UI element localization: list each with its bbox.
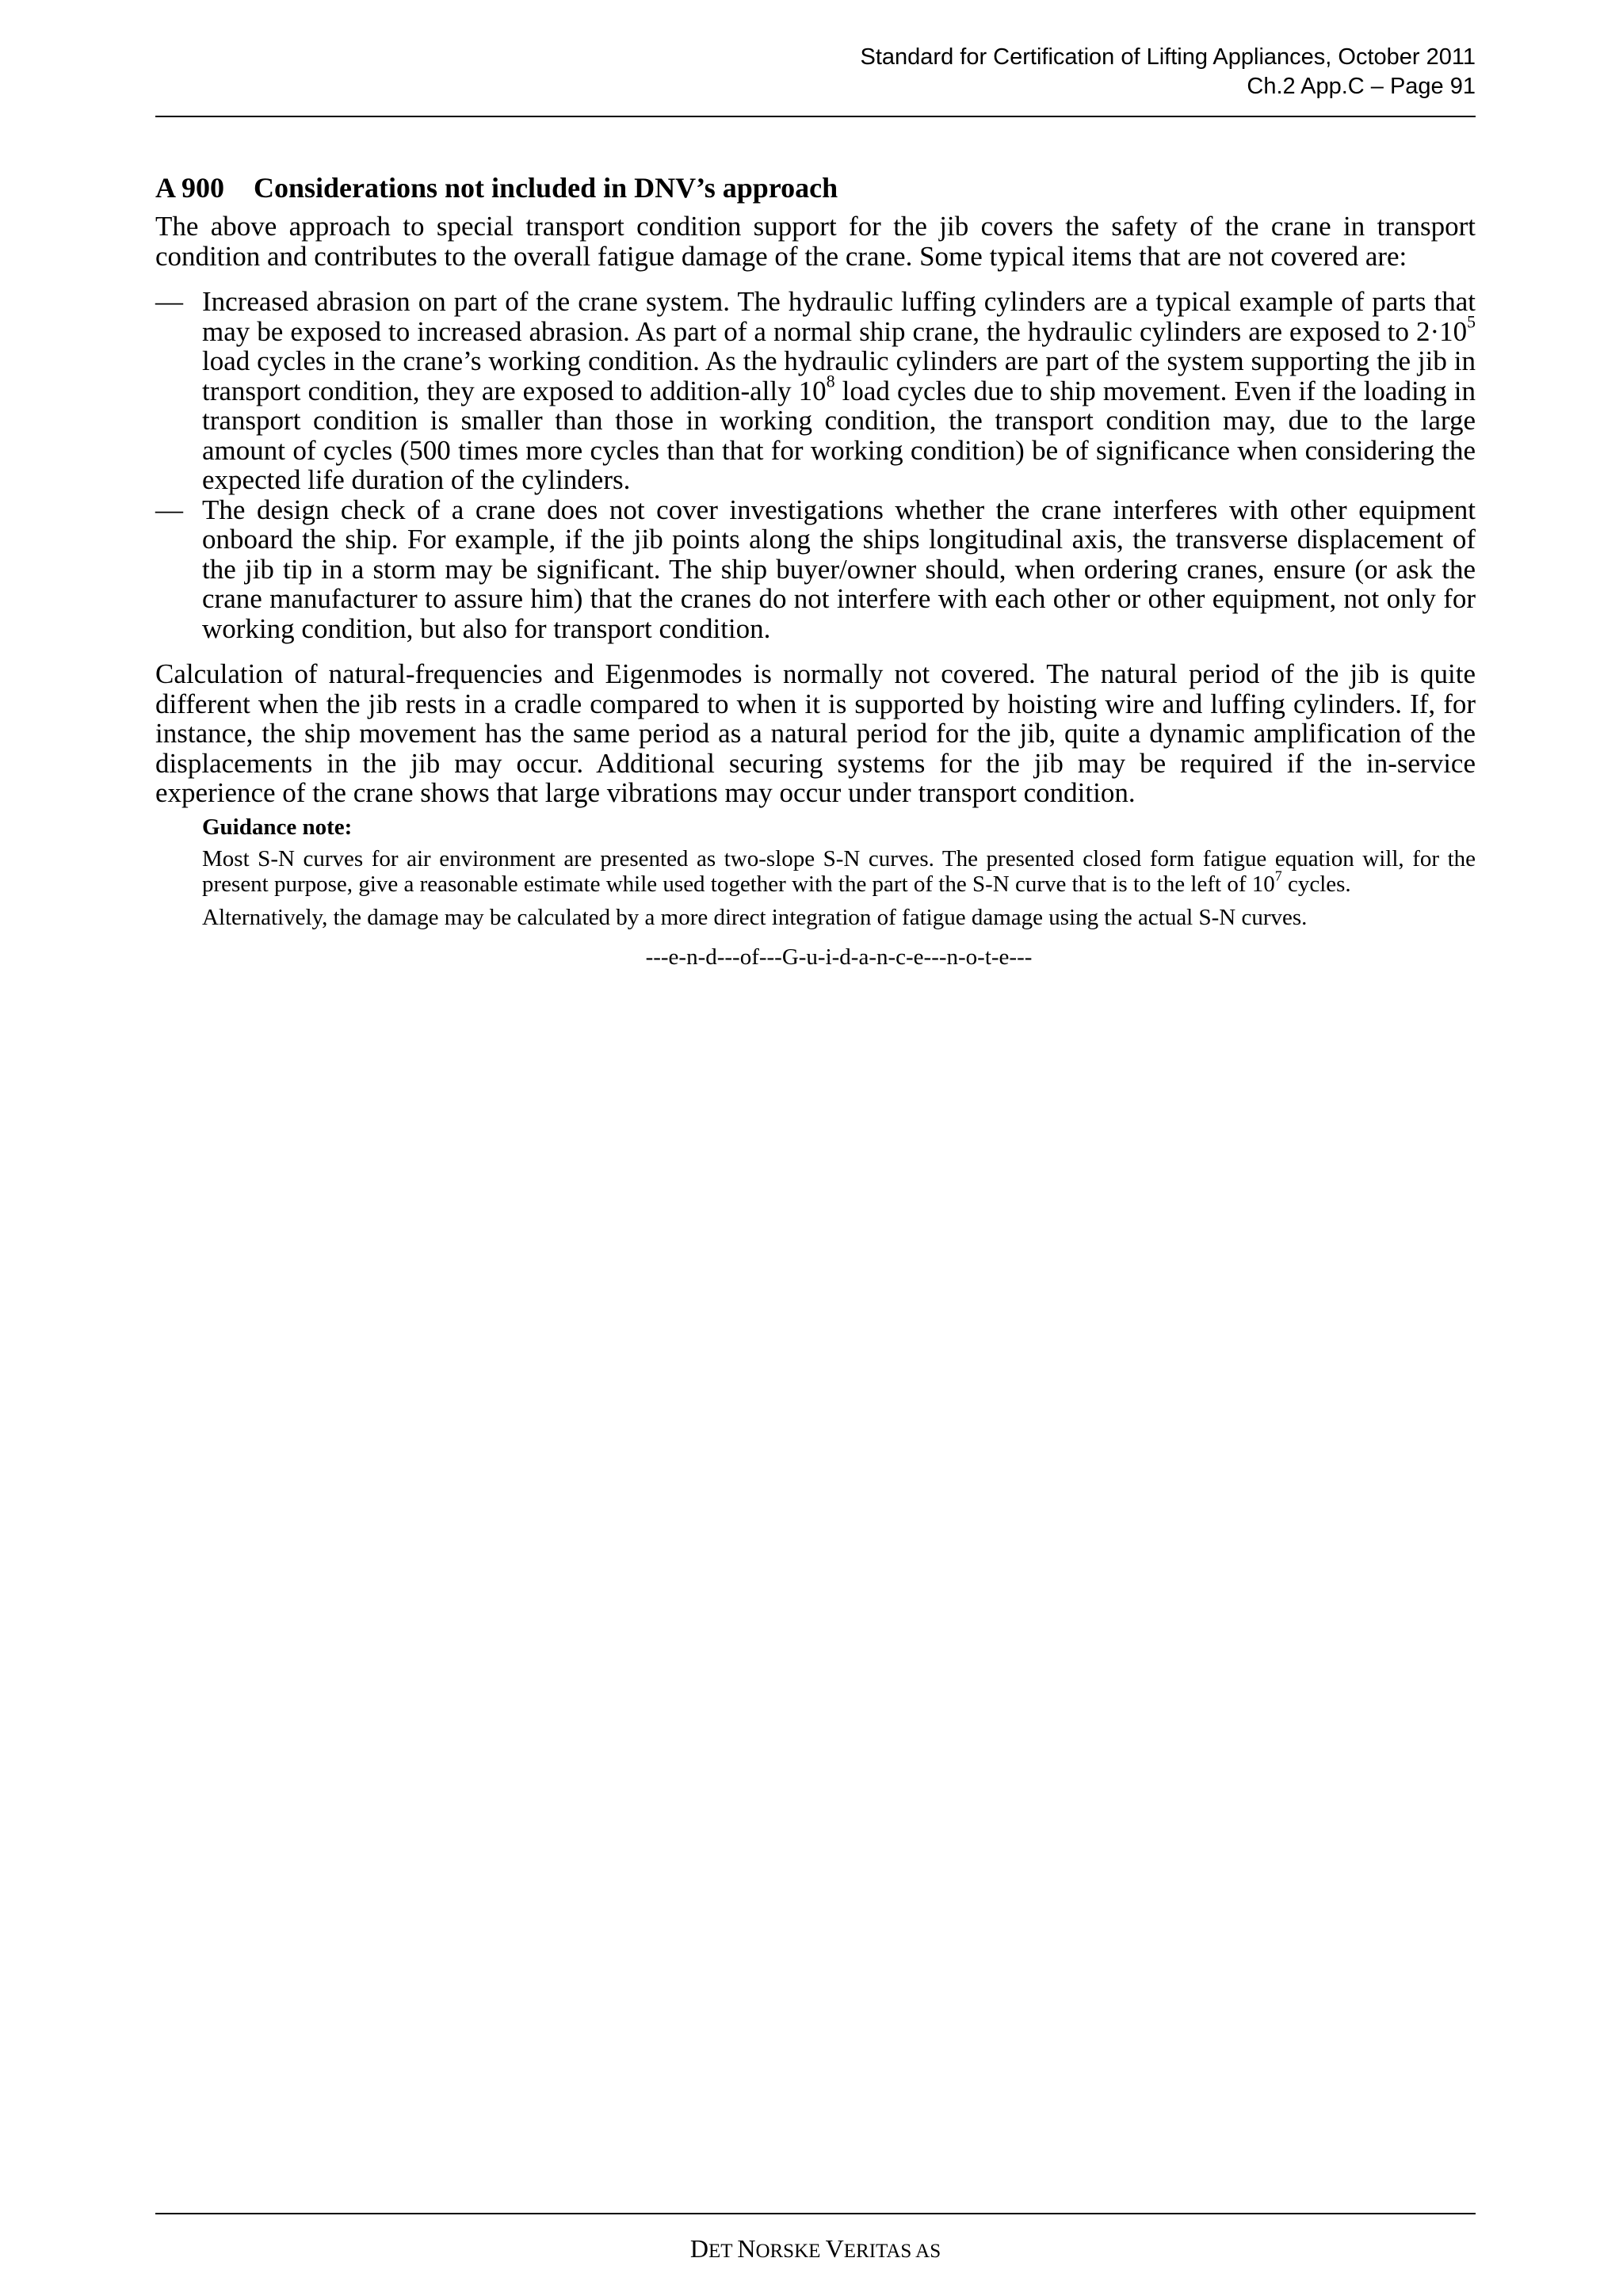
page-header [155, 43, 1476, 101]
list-item-text: The design check of a crane does not cover investigations whether the crane interferes with other equipment onboard the ship. For example, if the jib points along the ships longitudinal axis, the transverse displacement of the jib tip in a storm may be significant. The ship buyer/owner should, when ordering cranes, ensure (or ask the crane manufacturer to assure him) that the cranes do not interfere with each other or other equipment, not only for working condition, but also for transport condition. [202, 494, 1476, 644]
guidance-note [202, 814, 1476, 970]
superscript: 5 [1467, 312, 1476, 332]
superscript: 7 [1274, 868, 1282, 884]
list-dash: — [155, 494, 183, 525]
natural-frequency-paragraph: Calculation of natural-frequencies and Eigenmodes is normally not covered. The natural period of the jib is quite different when the jib rests in a cradle compared to when it is supported by hoisting wire and luffing cylinders. If, for instance, the ship movement has the same period as a natural period for the jib, quite a dynamic amplification of the displacements in the jib may occur. Additional securing systems for the jib may be required if the in-service experience of the crane shows that large vibrations may occur under transport condition. [155, 658, 1476, 808]
list-dash: — [155, 286, 183, 317]
list-item-text: Increased abrasion on part of the crane system. The hydraulic luffing cylinders are a typical example of parts that may be exposed to increased abrasion. As part of a normal ship crane, the hydraulic cylinders are exposed to $2\cdot 10^5$ load cycles in the crane’s working condition. As the hydraulic cylinders are part of the system supporting the jib in transport condition, they are exposed to addition-ally $10^8$ load cycles due to ship movement. Even if the loading in transport condition is smaller than those in working condition, the transport condition may, due to the large amount of cycles (500 times more cycles than that for working condition) be of significance when considering the expected life duration of the cylinders. [202, 286, 1476, 495]
header-document-title: Standard for Certification of Lifting Appliances, October 2011 [860, 44, 1476, 70]
section-title: Considerations not included in DNV’s approach [254, 172, 838, 204]
guidance-note-title: Guidance note: [202, 814, 353, 840]
list-item [155, 287, 1476, 495]
guidance-paragraph: Alternatively, the damage may be calculated by a more direct integration of fatigue damage using the actual S-N curves. [202, 904, 1308, 930]
section-number: A 900 [155, 172, 225, 204]
page-footer: DET NORSKE VERITAS AS [689, 2234, 941, 2263]
superscript: 8 [826, 372, 835, 391]
considerations-list [155, 287, 1476, 643]
page-content [155, 169, 1476, 970]
intro-paragraph: The above approach to special transport condition support for the jib covers the safety of the crane in transport condition and contributes to the overall fatigue damage of the crane. Some typical items that are not covered are: [155, 211, 1476, 272]
header-page-reference: Ch.2 App.C – Page 91 [1247, 74, 1476, 99]
footer-rule [155, 2213, 1476, 2214]
guidance-end-marker: ---e-n-d---of---G-u-i-d-a-n-c-e---n-o-t-e--- [645, 944, 1033, 970]
list-item [155, 495, 1476, 644]
header-rule [155, 116, 1476, 117]
guidance-paragraph: Most S-N curves for air environment are presented as two-slope S-N curves. The presented closed form fatigue equation will, for the present purpose, give a reasonable estimate while used together with the part of the S-N curve that is to the left of $10^7$ cycles. [202, 845, 1476, 897]
section-heading [155, 172, 1476, 204]
